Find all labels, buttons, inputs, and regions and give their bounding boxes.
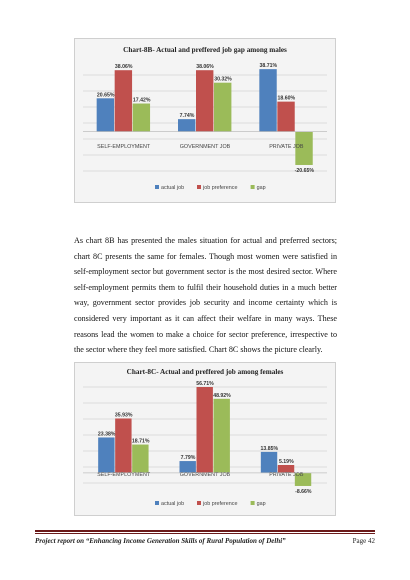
footer-report-title: Project report on “Enhancing Income Generation Skills of Rural Population of Delhi”	[35, 537, 286, 545]
chart-8c-data-label: 35.93%	[114, 412, 133, 419]
chart-8b-data-label: -20.65%	[294, 167, 314, 174]
chart-8b-data-label: 7.74%	[179, 113, 195, 120]
chart-8c-category-label: GOVERNMENT JOB	[179, 472, 231, 478]
chart-8b-data-label: 30.32%	[214, 76, 232, 83]
chart-8b-bar-actual-job	[259, 69, 276, 131]
chart-8c-category-label: PRIVATE JOB	[269, 472, 304, 478]
chart-8c-legend-swatch	[155, 501, 159, 505]
chart-8c-legend-label: job preference	[203, 501, 238, 507]
page-number: Page 42	[352, 537, 375, 545]
chart-8b-legend-label: actual job	[161, 185, 185, 191]
chart-8b	[74, 38, 336, 203]
chart-8b-data-label: 20.65%	[96, 92, 115, 99]
chart-8b-legend-swatch	[251, 185, 255, 189]
body-paragraph: As chart 8B has presented the males situation for actual and preferred sectors; chart 8C presents the same for females. Though most women were satisfied in self-employment sector but government sector is the most desired sector. Where self-employment permits them to fulfil their household duties in a much better way, government sector provides job security and income certainty which is considered very important as it can affect their welfare in many ways. These reasons lead the women to make a choice for sector preference, irrespective to the sector where they feel more satisfied. Chart 8C shows the picture clearly.	[74, 236, 337, 355]
chart-8b-data-label: 38.06%	[196, 64, 214, 71]
chart-8c-data-label: 13.85%	[260, 445, 279, 452]
chart-8c-bar-gap	[132, 445, 148, 473]
chart-8b-title: Chart-8B- Actual and preffered job gap among males	[123, 46, 287, 54]
chart-8c-data-label: 56.71%	[196, 381, 214, 388]
chart-8c-bar-job-preference	[115, 418, 131, 472]
chart-8b-bar-job-preference	[277, 102, 294, 132]
chart-8c-data-label: 7.79%	[180, 455, 196, 462]
chart-8b-legend-swatch	[155, 185, 159, 189]
chart-8b-legend-swatch	[197, 185, 201, 189]
chart-8b-bar-gap	[133, 104, 150, 132]
chart-8c-bar-actual-job	[98, 437, 114, 472]
chart-8c-data-label: 23.38%	[97, 431, 116, 438]
chart-8b-legend-label: job preference	[203, 185, 238, 191]
chart-8b-data-label: 38.06%	[114, 64, 133, 71]
chart-8b-legend-label: gap	[256, 185, 266, 191]
chart-8c-bar-job-preference	[197, 387, 213, 473]
footer-rule	[35, 530, 375, 532]
chart-8c-category-label: SELF-EMPLOYMENT	[97, 472, 151, 478]
chart-8b-bar-job-preference	[196, 70, 213, 131]
chart-8c-legend-swatch	[197, 501, 201, 505]
chart-8b-bar-actual-job	[178, 119, 195, 131]
chart-8b-data-label: 38.71%	[259, 63, 278, 70]
chart-8b-bar-job-preference	[115, 70, 132, 131]
chart-8b-data-label: 17.42%	[132, 97, 151, 104]
chart-8b-category-label: SELF-EMPLOYMENT	[97, 144, 151, 150]
chart-8b-bar-gap	[214, 83, 231, 132]
chart-8b-svg	[75, 39, 335, 202]
chart-8b-category-label: PRIVATE JOB	[269, 144, 304, 150]
chart-8c-legend-swatch	[251, 501, 255, 505]
chart-8b-bar-actual-job	[97, 98, 114, 131]
chart-8b-data-label: 18.60%	[277, 95, 296, 102]
chart-8c-legend-label: actual job	[161, 501, 185, 507]
chart-8c	[74, 362, 336, 516]
chart-8c-legend-label: gap	[256, 501, 266, 507]
chart-8c-data-label: 18.71%	[131, 438, 150, 445]
chart-8c-bar-gap	[214, 399, 230, 473]
chart-8c-data-label: 5.19%	[278, 459, 294, 466]
chart-8c-bar-actual-job	[261, 452, 277, 473]
chart-8b-category-label: GOVERNMENT JOB	[179, 144, 231, 150]
chart-8c-data-label: -8.66%	[295, 488, 312, 495]
chart-8c-title: Chart-8C- Actual and preffered job among females	[126, 368, 284, 376]
footer-rule-thin	[35, 533, 375, 534]
chart-8c-svg	[75, 363, 335, 515]
chart-8c-data-label: 48.92%	[213, 392, 231, 399]
